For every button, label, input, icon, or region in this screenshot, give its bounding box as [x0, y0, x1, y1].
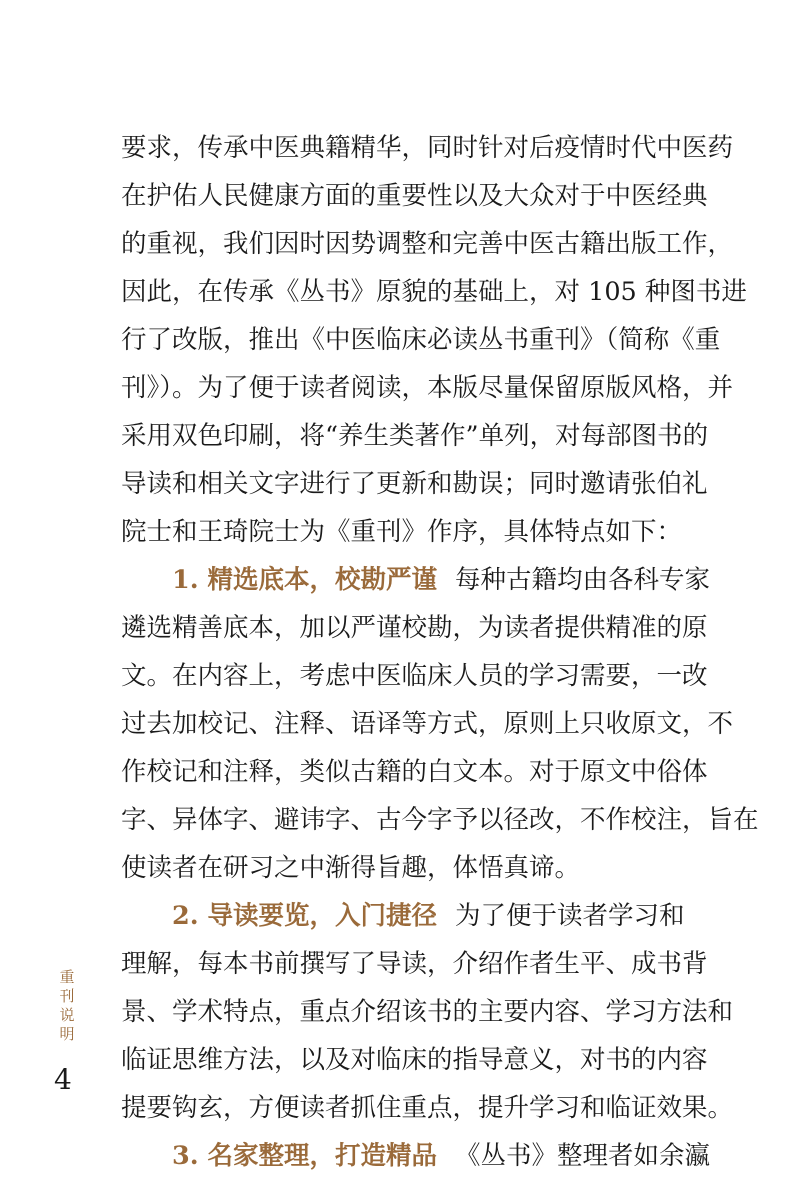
section-1-lead: 每种古籍均由各科专家	[455, 565, 711, 595]
side-label-char: 说	[59, 1006, 75, 1024]
text-line: 因此，在传承《丛书》原貌的基础上，对 105 种图书进	[121, 277, 747, 307]
text-line: 临证思维方法，以及对临床的指导意义，对书的内容	[121, 1045, 708, 1075]
section-1-heading: 1. 精选底本，校勘严谨	[172, 565, 437, 595]
side-label-char: 明	[59, 1025, 75, 1043]
text-line: 遴选精善底本，加以严谨校勘，为读者提供精准的原	[121, 613, 708, 643]
side-label-char: 刊	[59, 987, 75, 1005]
section-2-first-line	[121, 892, 685, 940]
text-line: 景、学术特点，重点介绍该书的主要内容、学习方法和	[121, 997, 734, 1027]
section-1-first-line	[121, 556, 711, 604]
running-section-label	[57, 968, 77, 1044]
page-number: 4	[54, 1063, 72, 1096]
text-line: 提要钩玄，方便读者抓住重点，提升学习和临证效果。	[121, 1093, 734, 1123]
side-label-char: 重	[59, 968, 75, 986]
section-2-heading: 2. 导读要览，入门捷径	[172, 901, 437, 931]
section-3-heading: 3. 名家整理，打造精品	[172, 1141, 437, 1171]
section-2-lead: 为了便于读者学习和	[455, 901, 685, 931]
text-line: 使读者在研习之中渐得旨趣，体悟真谛。	[121, 853, 581, 883]
section-3-first-line	[121, 1132, 711, 1180]
text-line: 采用双色印刷，将“养生类著作”单列，对每部图书的	[121, 421, 709, 451]
text-line: 行了改版，推出《中医临床必读丛书重刊》（简称《重	[121, 325, 721, 355]
text-line: 导读和相关文字进行了更新和勘误；同时邀请张伯礼	[121, 469, 708, 499]
body-text	[121, 124, 759, 1180]
text-line: 要求，传承中医典籍精华，同时针对后疫情时代中医药	[121, 133, 734, 163]
text-line: 过去加校记、注释、语译等方式，原则上只收原文，不	[121, 709, 734, 739]
section-3-lead: 《丛书》整理者如余瀛	[455, 1141, 711, 1171]
text-line: 刊》）。为了便于读者阅读，本版尽量保留原版风格，并	[121, 373, 734, 403]
text-line: 文。在内容上，考虑中医临床人员的学习需要，一改	[121, 661, 708, 691]
text-line: 在护佑人民健康方面的重要性以及大众对于中医经典	[121, 181, 708, 211]
text-line: 作校记和注释，类似古籍的白文本。对于原文中俗体	[121, 757, 708, 787]
text-line: 字、异体字、避讳字、古今字予以径改，不作校注，旨在	[121, 805, 759, 835]
text-line: 的重视，我们因时因势调整和完善中医古籍出版工作，	[121, 229, 734, 259]
text-line: 院士和王琦院士为《重刊》作序，具体特点如下：	[121, 517, 683, 547]
text-line: 理解，每本书前撰写了导读，介绍作者生平、成书背	[121, 949, 708, 979]
